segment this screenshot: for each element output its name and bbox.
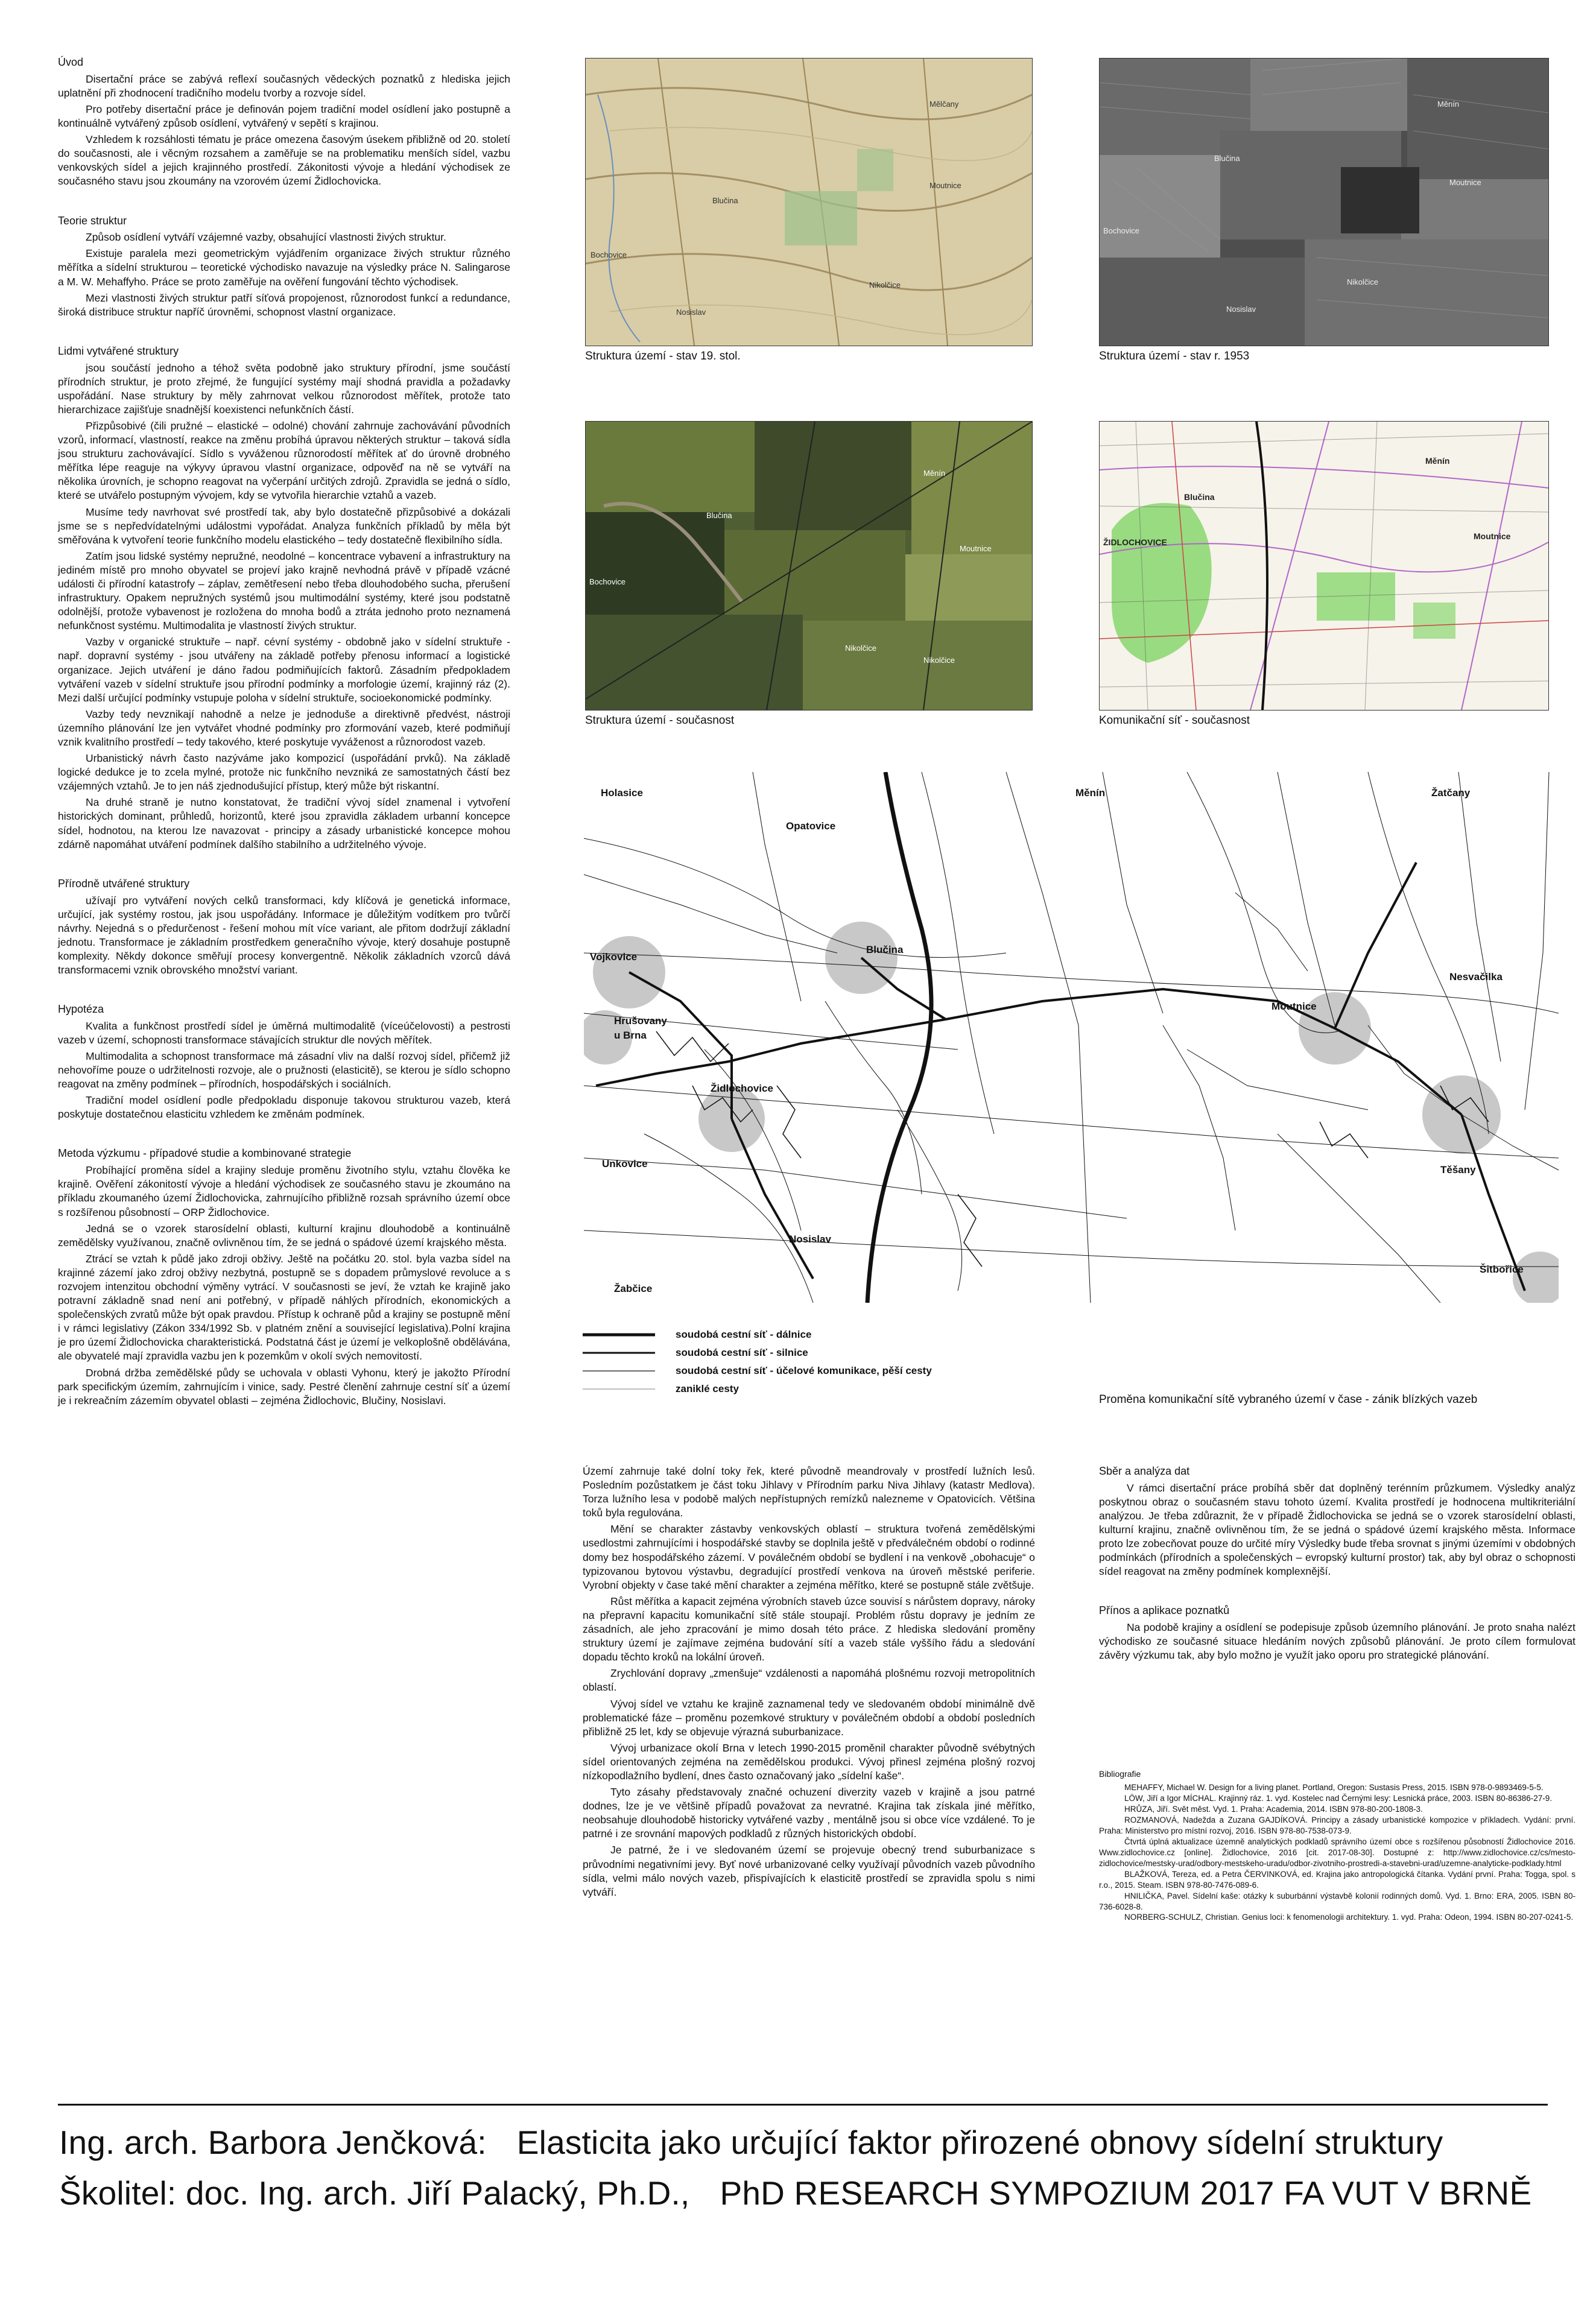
road-map-caption: Proměna komunikační sítě vybraného území v čase - zánik blízkých vazeb [1099,1393,1478,1406]
section-heading: Sběr a analýza dat [1099,1465,1190,1477]
legend-swatch-road [583,1350,655,1356]
legend-swatch-motorway [583,1332,655,1338]
section-heading: Hypotéza [58,1003,104,1016]
section-heading: Přínos a aplikace poznatků [1099,1604,1230,1617]
text-section [1099,1464,1575,1578]
map2-label-1: Měnín [1437,100,1460,109]
map-road-network-image [1099,421,1549,711]
text-section [1099,1604,1575,1662]
map4-label-2: Blučina [1184,492,1215,502]
paragraph: Vzhledem k rozsáhlosti tématu je práce omezena časovým úsekem přibližně od 20. století do současnosti, ale i věcným rozsahem a zaměřuje se na problematiku menších sídel, vazbu venkovských sídel a jejich krajinného prostředí. Zákonitosti vývoje a hledání východisek ze současného stavu jsou zkoumány na vzorovém území Židlochovicka. [58,133,510,188]
bigmap-label-13: Těšany [1440,1164,1476,1176]
paragraph: Existuje paralela mezi geometrickým vyjádřením organizace živých struktur různého měřítka a sídelní strukturou – teoretické východisko navazuje na výsledky práce N. Salingarose a M. W. Mehaffyho. Práce se proto zaměřuje na ověření fungování těchto východisek. [58,247,510,288]
map3-label-1: Měnín [923,469,946,478]
left-text-column [58,55,510,1433]
map1-caption: Struktura území - stav 19. stol. [585,350,741,362]
legend-row-road [583,1344,932,1362]
bibliography-entry: BLAŽKOVÁ, Tereza, ed. a Petra ČERVINKOVÁ, ed. Krajina jako antropologická čítanka. Vydání první. Praha: Togga, spol. s r.o., 2015. Steam. ISBN 978-80-7476-089-6. [1099,1869,1575,1890]
bigmap-label-2: Opatovice [786,820,836,832]
map1-label-1: Mělčany [929,100,959,109]
paragraph: Zrychlování dopravy „zmenšuje“ vzdálenosti a napomáhá plošnému rozvoji metropolitních oblastí. [583,1667,1035,1694]
bigmap-label-7: Nesvačilka [1449,971,1503,983]
bigmap-label-9: u Brna [614,1030,647,1041]
footer-info-line [59,2174,1531,2212]
map-current-structure [585,421,1033,727]
map-19th-century-image [585,58,1033,346]
bigmap-label-4: Žatčany [1431,787,1471,799]
map-19th-century [585,58,1033,363]
map4-label-1: Měnín [1425,456,1450,466]
bigmap-label-15: Žabčice [614,1283,653,1294]
map2-label-6: Nosislav [1226,305,1256,314]
footer-title-line [59,2123,1443,2162]
paragraph: jsou součástí jednoho a téhož světa podobně jako struktury přírodní, jsme součástí přírodních struktur, je proto zřejmé, že fungující systémy mají shodná pravidla a požadavky uspořádání. Nase struktury by měly zahrnovat velkou různorodost měřítek, protože tato hierarchizace zajišťuje snadnější koexistenci nefunkčních částí. [58,361,510,416]
map-1953 [1099,58,1549,363]
map4-caption: Komunikační síť - současnost [1099,714,1250,727]
right-sections [1099,1464,1575,1662]
legend-label-defunct: zaniklé cesty [676,1383,739,1394]
paragraph: užívají pro vytváření nových celků transformaci, kdy klíčová je genetická informace, určující, jak systémy rostou, jak jsou uspořádány. Informace je důležitým vodítkem pro tvůrčí návrhy. Nejedná s o předurčenost - řešení mohou mít více variant, ale přitom dodržují základní jednotu. Transformace je základním prostředkem generačního vývoje, který dosahuje postupně komplexity. Někdy dokonce směřují procesy konvergentně. Několik základních vzorců dává transformacemi vznik obrovského množství variant. [58,894,510,976]
bibliography-entry: MEHAFFY, Michael W. Design for a living planet. Portland, Oregon: Sustasis Press, 2015. ISBN 978-0-9893469-5-5. [1124,1783,1544,1793]
legend-row-path [583,1362,932,1380]
map3-label-5: Nikolčice [845,644,877,653]
map-road-network [1099,421,1549,727]
legend-label-road: soudobá cestní síť - silnice [676,1347,808,1358]
paragraph: Musíme tedy navrhovat své prostředí tak, aby bylo dostatečně přizpůsobivé a dokázali jsme se s nepředvídatelnými událostmi vypořádat. Analyza funkčních příkladů by měla být směřována k vytvoření teorie funkčního modelu elastického – tedy dostatečně flexibilního sídla. [58,505,510,546]
footer-supervisor: Školitel: doc. Ing. arch. Jiří Palacký, Ph.D., [59,2174,690,2212]
paragraph: Tradiční model osídlení podle předpokladu disponuje takovou strukturou vazeb, která poskytuje dostatečnou elasticitu vzhledem ke změnám podmínek. [58,1094,510,1121]
middle-text-column [583,1464,1035,1902]
section-heading: Lidmi vytvářené struktury [58,344,179,357]
paragraph: Na podobě krajiny a osídlení se podepisuje způsob územního plánování. Je proto snaha nalézt východisko ze současné situace hledáním nových způsobů plánování. Je proto cílem formulovat závěry výzkumu tak, aby bylo možno je využít jako oporu pro strategické plánování. [1099,1621,1575,1662]
road-map-legend [583,1326,932,1398]
map1-label-5: Nikolčice [869,280,901,290]
footer-title: Elasticita jako určující faktor přirozené obnovy sídelní struktury [516,2124,1443,2161]
map1-label-3: Moutnice [929,181,961,190]
section-heading: Úvod [58,56,84,68]
bibliography-entry: NORBERG-SCHULZ, Christian. Genius loci: k fenomenologii architektury. 1. vyd. Praha: Odeon, 1994. ISBN 80-207-0241-5. [1124,1913,1574,1922]
map1-label-6: Nosislav [676,308,706,317]
map2-label-4: Bochovice [1103,226,1139,235]
legend-swatch-path [583,1368,655,1374]
map1-label-2: Blučina [712,196,738,205]
paragraph: Území zahrnuje také dolní toky řek, které původně meandrovaly v prostředí lužních lesů. Posledním pozůstatkem je část toku Jihlavy v Přírodním parku Niva Jihlavy (katastr Medlova). Torza lužního lesa v podobě malých nepřístupných remízků nalezneme v Opatovicích. Většina toků byla regulována. [583,1465,1035,1519]
bibliography-heading: Bibliografie [1099,1769,1141,1779]
bigmap-label-6: Blučina [866,944,904,955]
paragraph: Probíhající proměna sídel a krajiny sleduje proměnu životního stylu, vztahu člověka ke krajině. Ověření zákonitostí vývoje a hledání východisek ze současného stavu je zkoumáno na příkladu zkoumaného území Židlochovicka, zahrnujícího přibližně rozsah správního území obce s rozšířenou působností – ORP Židlochovice. [58,1164,510,1218]
bigmap-label-3: Měnín [1075,787,1106,799]
paragraph: Mezi vlastnosti živých struktur patří síťová propojenost, různorodost funkcí a redundance, široká distribuce struktur napříč úrovněmi, schopnost vlastní organizace. [58,291,510,318]
bibliography-entry: ROZMANOVÁ, Nadežda a Zuzana GAJDÍKOVÁ. Principy a zásady urbanistické kompozice v příkladech. Vydání: první. Praha: Ministerstvo pro místní rozvoj, 2016. ISBN 978-80-7538-073-9. [1099,1815,1575,1835]
text-section [58,214,510,319]
bigmap-label-12: Unkovice [602,1158,648,1169]
bibliography-entry: HNILIČKA, Pavel. Sídelní kaše: otázky k suburbánní výstavbě kolonií rodinných domů. Vyd. 1. Brno: ERA, 2005. ISBN 80-736-6028-8. [1099,1891,1575,1911]
bigmap-label-11: Židlochovice [711,1083,773,1094]
map3-caption: Struktura území - současnost [585,714,735,727]
bigmap-label-14: Nosislav [789,1233,831,1245]
text-section [58,344,510,852]
paragraph: Urbanistický návrh často nazýváme jako kompozicí (uspořádání prvků). Na základě logické dedukce je to zcela mylné, protože nic funkčního nevzniká ze samostatných částí bez vzájemných vztahů. Je to jen náš zjednodušující přístup, který může být riskantní. [58,752,510,793]
paragraph: Na druhé straně je nutno konstatovat, že tradiční vývoj sídel znamenal i vytvoření historických dominant, průhledů, horizontů, které jsou zpravidla základem urbanní koncepce sídel, hodnotou, na kterou lze navazovat - principy a zásady urbanistické koncepce mohou zdárně napomáhat utváření podmínek dalšího stabilního a udržitelného vývoje. [58,796,510,850]
paragraph: Vývoj sídel ve vztahu ke krajině zaznamenal tedy ve sledovaném období minimálně dvě problematické fáze – proměnu pozemkové struktury v poválečném období a období posledních přibližně 25 let, kdy se objevuje výrazná suburbanizace. [583,1697,1035,1738]
map2-label-2: Blučina [1214,154,1240,163]
legend-row-motorway [583,1326,932,1344]
paragraph: Drobná držba zemědělské půdy se uchovala v oblasti Vyhonu, který je jakožto Přírodní park specifickým územím, zahrnujícím i vinice, sady. Pestré členění zahrnuje cestní síť a území je i rekreačním zázemím obyvatel oblasti – zejména Židlochovic, Blučiny, Nosislavi. [58,1366,510,1407]
paragraph: Jedná se o vzorek starosídelní oblasti, kulturní krajinu dlouhodobě a kontinuálně zemědělsky využívanou, značně ovlivněnou tím, že se jedná o spádové území krajského města. [58,1222,510,1249]
text-section [58,55,510,189]
section-heading: Přírodně utvářené struktury [58,877,190,890]
paragraph: Mění se charakter zástavby venkovských oblastí – struktura tvořená zemědělskými usedlostmi zahrnujícími i hospodářské stavby se doplnila ještě v předválečném období o rodinné domy bez hospodářského zázemí. V poválečném období se bydlení i na venkově „obohacuje“ o typizovanou bytovou výstavbu, degradující prostředí venkova na úroveň městské periferie. Vyrobní objekty v čase také mění charakter a zejména měřítko, které se postupně stále zvětšuje. [583,1523,1035,1591]
bigmap-label-1: Holasice [601,787,643,799]
paragraph: Multimodalita a schopnost transformace má zásadní vliv na další rozvoj sídel, přičemž již nehovoříme pouze o udržitelnosti rozvoje, ale o pružnosti (elasticitě), se kterou je sídlo schopno reagovat na změny podmínek – přírodních, hospodářských i sociálních. [58,1050,510,1090]
map-1953-image [1099,58,1549,346]
road-network-change-map [584,772,1559,1303]
map3-label-4: Bochovice [589,577,625,586]
paragraph: Vazby v organické struktuře – např. cévní systémy - obdobně jako v sídelní struktuře - např. dopravní systémy - jsou utvářeny na základě potřeby přenosu informací a logistické organizace. Jejich utváření je dáno řadou podmiňujících faktorů. Zásadním předpokladem vytváření vazeb v sídelní struktuře jsou přírodní podmínky a morfologie území, krajinný ráz (2). Mezi další určující podmínky vstupuje poloha v sídelní struktuře, socioekonomické podmínky. [58,636,510,704]
bigmap-label-16: Šitbořice [1480,1264,1524,1275]
map2-caption: Struktura území - stav r. 1953 [1099,350,1250,362]
map4-label-3: ŽIDLOCHOVICE [1103,537,1167,547]
paragraph: Vývoj urbanizace okolí Brna v letech 1990-2015 proměnil charakter původně svébytných sídel orientovaných zejména na zemědělskou produkci. Vývoj přinesl zejména plošný rozvoj nízkopodlažního bydlení, dnes často označovaný jako „sídelní kaše“. [583,1741,1035,1782]
paragraph: V rámci disertační práce probíhá sběr dat doplněný terénním průzkumem. Výsledky analýz poskytnou obraz o současném stavu tohoto území. Kvalita prostředí je hodnocena multikriteriální analýzou. Je třeba zdůraznit, že v případě Židlochovicka se jedná se o vzorek starosídelní oblasti, kulturní krajinu, značně ovlivněnou tím, že se jedná o spádové území krajského města. Informace proto lze zobecňovat pouze do určité míry Výsledky bude třeba srovnat s jinými územími v obdobných podmínkách (přírodních a společenských – evropský kulturní prostor) tak, aby byl obraz o schopnosti sídel reagovat na změny podmínek komplexnější. [1099,1481,1575,1578]
map2-label-3: Moutnice [1449,178,1481,187]
map2-label-5: Nikolčice [1347,277,1379,286]
bigmap-label-8: Hrušovany [614,1015,667,1027]
paragraph: Růst měřítka a kapacit zejména výrobních staveb úzce souvisí s nárůstem dopravy, nároky na přepravní kapacitu komunikační sítě stále stoupají. Problém růstu dopravy je jedním ze zásadních, ale jeho zpracování je mimo dosah této práce. Z hlediska sledování proměny struktury území je zajímave zejména budování sítí a vazeb stále vyššího řádu a sledování dopadu těchto kroků na lokální úroveň. [583,1595,1035,1663]
section-heading: Metoda výzkumu - případové studie a kombinované strategie [58,1147,352,1160]
bigmap-label-10: Moutnice [1271,1001,1317,1012]
road-network-change-map-image [584,772,1559,1303]
paragraph: Disertační práce se zabývá reflexí současných vědeckých poznatků z hlediska jejich uplatnění při zhodnocení tradičního modelu tvorby a rozvoje sídel. [58,72,510,99]
map-current-structure-image [585,421,1033,711]
bibliography-entry: LÖW, Jiří a Igor MÍCHAL. Krajinný ráz. 1. vyd. Kostelec nad Černými lesy: Lesnická práce, 2003. ISBN 80-86386-27-9. [1124,1794,1553,1803]
map3-label-6: Nikolčice [923,656,955,665]
paragraph: Přizpůsobivé (čili pružné – elastické – odolné) chování zahrnuje zachovávání původních vzorů, informací, vlastností, reakce na změnu probíhá úpravou některých struktur – taková sídla jsou strukturu zachovávající. Sídlo s vyváženou různorodostí měřítek ať do úrovně drobného měřítka lépe reaguje na výkyvy úpravou vlastní organizace, odpověď na ně se vytváří na několika úrovních, je schopno reagovat na vyčerpání určitých zdrojů. Zpravidla se jedná o sídlo, které se utvářelo postupným vývojem, kdy se vytvořila hierarchie vztahů a vazeb. [58,419,510,502]
paragraph: Způsob osídlení vytváří vzájemné vazby, obsahující vlastnosti živých struktur. [86,231,446,244]
section-heading: Teorie struktur [58,214,127,227]
bigmap-label-5: Vojkovice [590,951,638,963]
bibliography-entry: HRŮZA, Jiří. Svět měst. Vyd. 1. Praha: Academia, 2014. ISBN 978-80-200-1808-3. [1124,1804,1423,1814]
text-section [58,877,510,977]
map1-label-4: Bochovice [591,250,627,259]
paragraph: Tyto zásahy představovaly značné ochuzení diverzity vazeb v krajině a jsou patrné dodnes, lze je ve většině případů považovat za nevratné. Krajina tak získala jiné měřítko, neobsahuje dlouhodobě historicky vytvářené vazby , mentálně jsou si obce více vzdálené. To je patrné i ze srovnání mapových podkladů z různých historických období. [583,1786,1035,1840]
map3-label-2: Blučina [706,511,732,520]
paragraph: Je patrné, že i ve sledovaném území se projevuje obecný trend suburbanizace s průvodními negativními jevy. Byť nové urbanizované celky využívají původních vazeb původního sídla, velmi málo nových vazeb, přispívajících k elasticitě prostředí se zpravidla spolu s nimi vytváří. [583,1844,1035,1898]
bibliography [1099,1768,1575,1923]
footer-event: PhD RESEARCH SYMPOZIUM 2017 FA VUT V BRNĚ [720,2174,1532,2212]
bibliography-entry: Čtvrtá úplná aktualizace územně analytických podkladů správního území obce s rozšířenou působností Židlochovice 2016. Www.zidlochovice.cz [online]. Židlochovice, 2016 [cit. 2017-08-30]. Dostupné z: http://www.zidlochovice.cz/cs/mesto-zidlochovice/mestsky-urad/odbory-mestskeho-uradu/odbor-zivotniho-prostredi-a-stavebni-urad/uzemne-analyticke-podklady.html [1099,1837,1575,1868]
paragraph: Kvalita a funkčnost prostředí sídel je úměrná multimodalitě (víceúčelovosti) a pestrosti vazeb v území, schopnosti transformace stávajících struktur dle nových měřítek. [58,1019,510,1046]
paragraph: Vazby tedy nevznikají nahodně a nelze je jednoduše a direktivně předvést, nástroji územního plánování lze jen vytvářet vhodné podmínky pro zformování vazeb, které podmiňují vznik kvalitního prostředí – tedy takového, které poskytuje vyváženost a různorodost vazeb. [58,707,510,748]
legend-swatch-defunct [583,1386,655,1392]
footer-divider [58,2104,1548,2106]
right-text-column [1099,1464,1575,1923]
paragraph: Zatím jsou lidské systémy nepružné, neodolné – koncentrace vybavení a infrastruktury na jediném místě pro mnoho obyvatel se projeví jako krajně nevhodná právě v případě vzácné události či přírodní katastrofy – záplav, zemětřesení nebo třeba dlouhodobého sucha, přerušení infrastruktury. Opakem nepružných systémů jsou multimodální systémy, které jsou podstatně odolnější, protože vybavenost je rozložena do mnoha bodů a ztráta jednoho proto neznamená nefunkčnost systému. Multimodalita je vlastností živých struktur. [58,549,510,632]
bibliography-entries [1099,1782,1575,1923]
legend-label-path: soudobá cestní síť - účelové komunikace, pěší cesty [676,1365,932,1376]
paragraph: Pro potřeby disertační práce je definován pojem tradiční model osídlení jako postupně a kontinuálně vytvářený způsob osídlení, vytvářený v sepětí s krajinou. [58,103,510,130]
legend-label-motorway: soudobá cestní síť - dálnice [676,1329,812,1340]
text-section [58,1002,510,1121]
paragraph: Ztrácí se vztah k půdě jako zdroji obživy. Ještě na počátku 20. stol. byla vazba sídel na krajinné zázemí jako zdroj obživy nezbytná, postupně se s dopadem průmyslové revoluce a s rozvojem intenzitou obchodní výměny vytrácí. V současnosti se jeví, že vztah ke krajině jako potravní základně snad není ani potřebný, v případě náhlých přírodních, ekonomických a společenských zvratů může být opak pravdou. Přístup k ochraně půd a krajiny se postupně mění i v rámci legislativy (Zákon 334/1992 Sb. v platném znění a související legislativa).Polní krajina je pro území Židlochovicka charakteristická. Podstatná část je území je velkoplošně obdělávána, ale obyvatelé mají zpravidla vazbu jen k pozemkům v okolí svých nemovitostí. [58,1252,510,1362]
footer-author: Ing. arch. Barbora Jenčková: [59,2124,487,2161]
text-section [58,1147,510,1407]
map3-label-3: Moutnice [960,544,992,553]
legend-row-defunct [583,1380,932,1398]
map4-label-4: Moutnice [1474,531,1511,541]
